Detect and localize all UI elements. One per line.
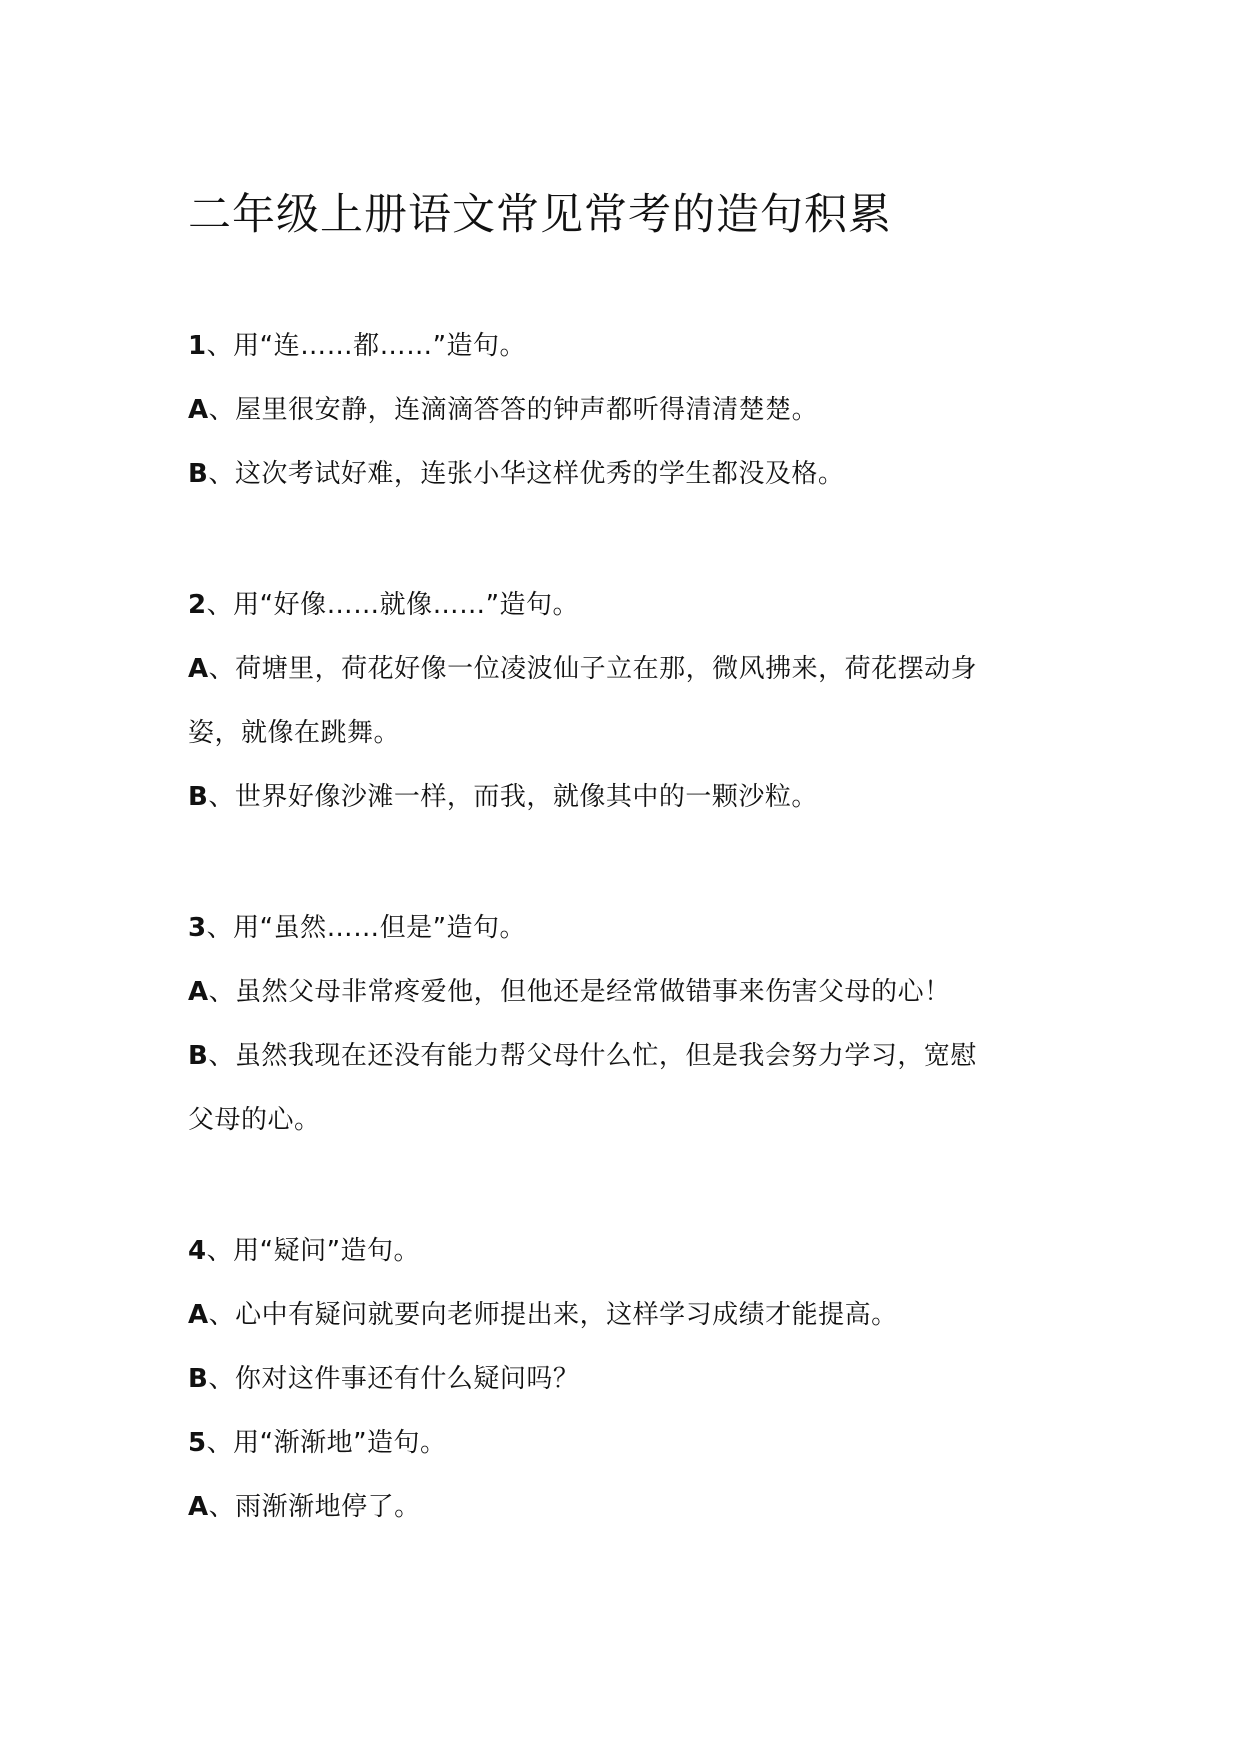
answer-2a-continued: [188, 713, 1058, 753]
line-text: 、虽然我现在还没有能力帮父母什么忙，但是我会努力学习，宽慰: [208, 1041, 977, 1071]
answer-2b: [188, 777, 1058, 817]
item-letter: A: [188, 977, 209, 1007]
answer-1b: [188, 454, 1058, 494]
item-number: 4: [188, 1236, 207, 1266]
answer-3b: [188, 1036, 1058, 1076]
question-5: [188, 1423, 1058, 1463]
item-letter: B: [188, 1364, 209, 1394]
line-text: 、用“疑问”造句。: [206, 1236, 421, 1266]
line-text: 、这次考试好难，连张小华这样优秀的学生都没及格。: [208, 459, 845, 489]
answer-4a: [188, 1295, 1058, 1335]
line-text: 、世界好像沙滩一样，而我，就像其中的一颗沙粒。: [208, 782, 818, 812]
answer-4b: [188, 1359, 1058, 1399]
item-letter: B: [188, 459, 209, 489]
item-letter: B: [188, 782, 209, 812]
line-text: 父母的心。: [188, 1105, 321, 1135]
line-text: 、心中有疑问就要向老师提出来，这样学习成绩才能提高。: [208, 1300, 898, 1330]
line-text: 姿，就像在跳舞。: [188, 718, 401, 748]
item-letter: A: [188, 1300, 209, 1330]
line-text: 、用“连……都……”造句。: [206, 331, 527, 361]
page-title: 二年级上册语文常见常考的造句积累: [188, 190, 892, 240]
item-number: 3: [188, 913, 207, 943]
line-text: 、荷塘里，荷花好像一位凌波仙子立在那，微风拂来，荷花摆动身: [208, 654, 978, 684]
answer-2a: [188, 649, 1058, 689]
question-2: [188, 585, 1058, 625]
line-text: 、用“渐渐地”造句。: [206, 1428, 447, 1458]
item-number: 1: [188, 331, 207, 361]
answer-3b-continued: [188, 1100, 1058, 1140]
line-text: 、雨渐渐地停了。: [208, 1492, 421, 1522]
question-3: [188, 908, 1058, 948]
line-text: 、用“好像……就像……”造句。: [206, 590, 580, 620]
item-letter: B: [188, 1041, 209, 1071]
line-text: 、屋里很安静，连滴滴答答的钟声都听得清清楚楚。: [208, 395, 819, 425]
answer-3a: [188, 972, 1058, 1012]
item-letter: A: [188, 654, 209, 684]
item-letter: A: [188, 1492, 209, 1522]
answer-5a: [188, 1487, 1058, 1527]
line-text: 、用“虽然……但是”造句。: [206, 913, 527, 943]
answer-1a: [188, 390, 1058, 430]
item-number: 2: [188, 590, 207, 620]
line-text: 、虽然父母非常疼爱他，但他还是经常做错事来伤害父母的心！: [208, 977, 951, 1007]
question-4: [188, 1231, 1058, 1271]
item-letter: A: [188, 395, 209, 425]
question-1: [188, 326, 1058, 366]
item-number: 5: [188, 1428, 207, 1458]
line-text: 、你对这件事还有什么疑问吗？: [208, 1364, 580, 1394]
